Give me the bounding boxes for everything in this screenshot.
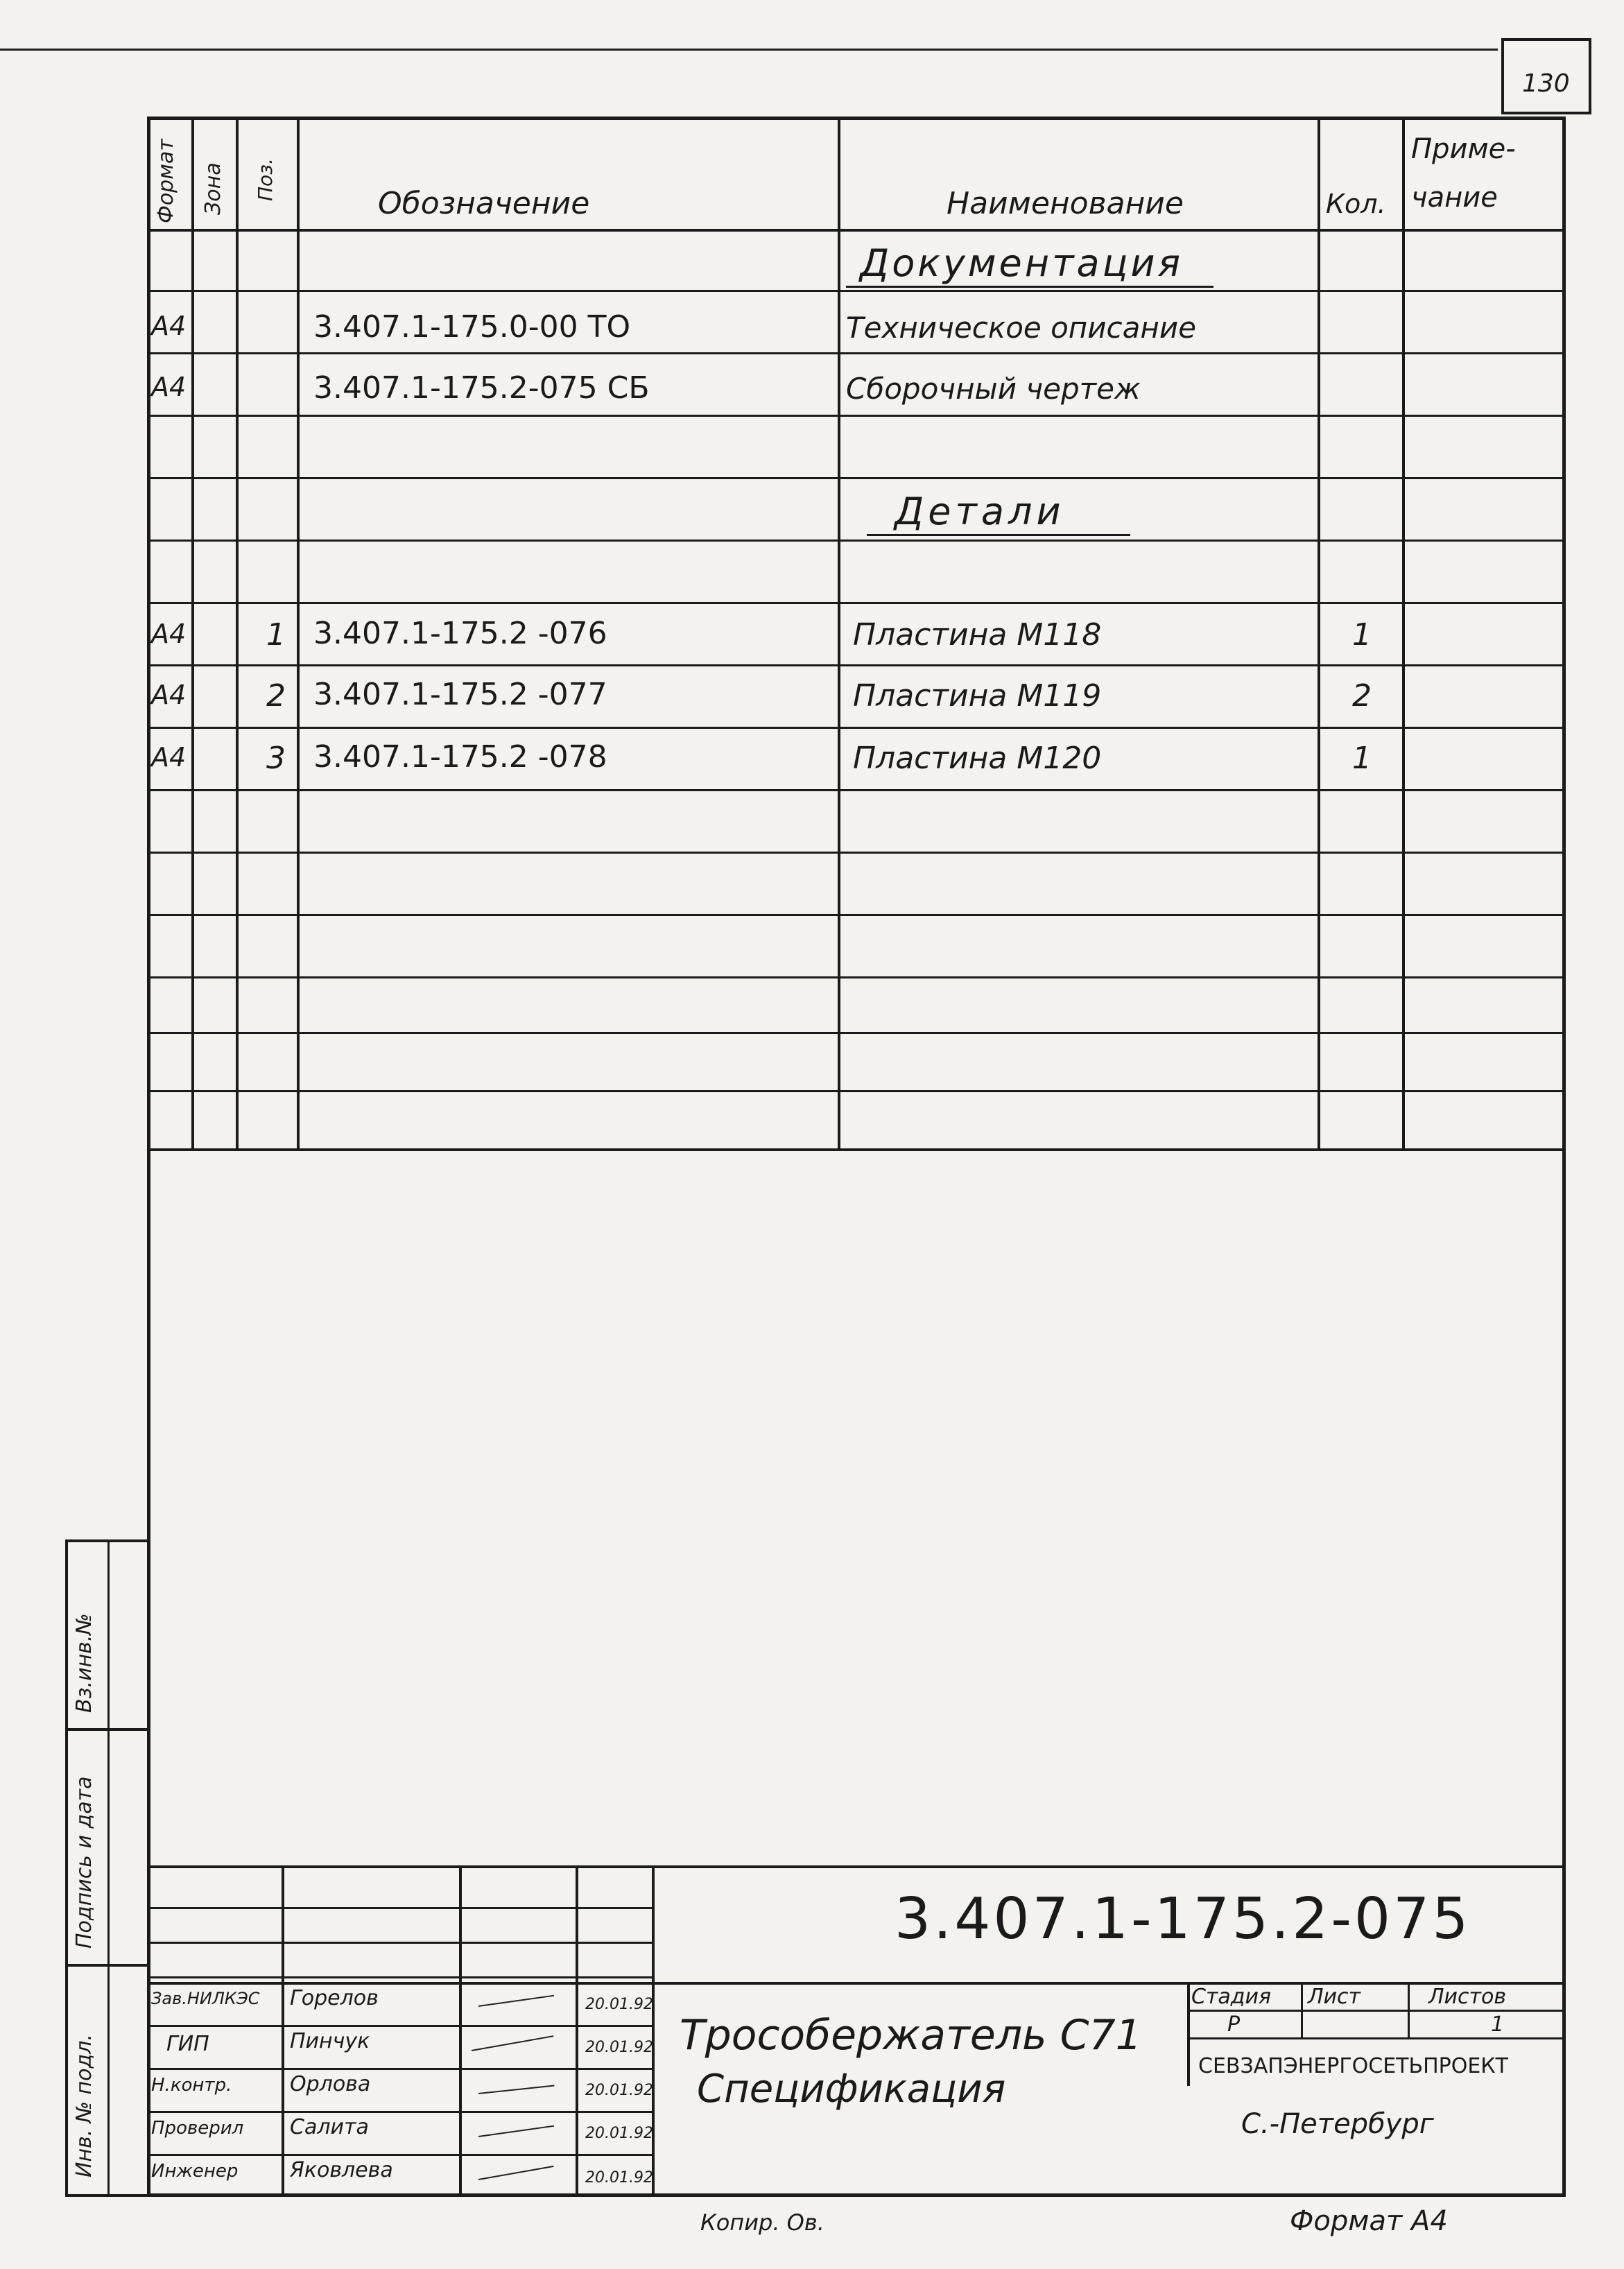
footer-format: Формат А4 <box>1290 2205 1448 2237</box>
header-note-line1: Приме- <box>1411 133 1516 165</box>
col-line-name <box>1318 117 1320 1151</box>
sig-name: Пинчук <box>290 2029 370 2053</box>
row-line <box>147 477 1566 479</box>
col-line-format <box>191 117 194 1151</box>
row-designation: 3.407.1-175.0-00 ТО <box>313 309 631 345</box>
row-line <box>147 540 1566 542</box>
sig-date: 20.01.92 <box>585 2169 653 2186</box>
col-line-designation <box>838 117 840 1151</box>
table-bottom-line <box>147 1148 1566 1151</box>
tb-stage-header-line <box>1187 2010 1566 2012</box>
sig-date: 20.01.92 <box>585 2125 653 2142</box>
row-line <box>147 664 1566 666</box>
sheet-number: 130 <box>1522 69 1570 98</box>
document-code: 3.407.1-175.2-075 <box>895 1886 1471 1952</box>
sig-date: 20.01.92 <box>585 2039 653 2056</box>
header-note-line2: чание <box>1411 182 1498 214</box>
row-line <box>147 290 1566 292</box>
row-line <box>147 976 1566 978</box>
row-designation: 3.407.1-175.2 -077 <box>313 677 607 712</box>
tb-row-line <box>147 1907 653 1909</box>
side-strip-divider <box>107 1539 110 2197</box>
row-name: Пластина М120 <box>853 741 1102 776</box>
row-line <box>147 1090 1566 1092</box>
row-line <box>147 352 1566 354</box>
col-line-zone <box>236 117 239 1151</box>
side-label-replacement: Вз.инв.№ <box>72 1613 96 1713</box>
footer-copied: Копир. Ов. <box>700 2209 824 2236</box>
header-pos: Поз. <box>254 158 277 201</box>
header-format: Формат <box>154 139 178 223</box>
side-strip-line <box>65 1728 150 1731</box>
row-qty: 1 <box>1352 617 1372 653</box>
row-designation: 3.407.1-175.2-075 СБ <box>313 370 650 406</box>
row-name: Техническое описание <box>846 311 1196 345</box>
row-format: А4 <box>151 742 187 773</box>
sheets-label: Листов <box>1428 1985 1507 2009</box>
tb-row-line <box>147 1942 653 1944</box>
sig-name: Орлова <box>290 2072 371 2096</box>
main-frame <box>147 117 1566 2197</box>
section-underline <box>867 534 1130 536</box>
side-strip-line <box>65 1964 150 1967</box>
row-pos: 1 <box>266 617 286 653</box>
title-block-top <box>147 1865 1566 1868</box>
sig-date: 20.01.92 <box>585 2082 653 2099</box>
row-qty: 1 <box>1352 741 1372 776</box>
tb-row-line <box>147 1976 653 1978</box>
sig-role: Зав.НИЛКЭС <box>151 1989 260 2008</box>
header-bottom-line <box>147 229 1566 232</box>
row-line <box>147 914 1566 916</box>
row-format: А4 <box>151 680 187 710</box>
tb-row-line <box>147 2025 653 2027</box>
tb-col-sign <box>576 1865 578 2197</box>
section-documentation: Документация <box>860 241 1183 285</box>
section-details: Детали <box>895 490 1065 533</box>
row-line <box>147 789 1566 791</box>
row-line <box>147 852 1566 854</box>
organization: СЕВЗАПЭНЕРГОСЕТЬПРОЕКТ <box>1198 2054 1508 2078</box>
row-qty: 2 <box>1352 678 1372 714</box>
sig-name: Горелов <box>290 1986 379 2010</box>
row-name: Сборочный чертеж <box>846 372 1141 406</box>
sig-role: ГИП <box>166 2032 209 2056</box>
tb-stage-value-line <box>1187 2037 1566 2039</box>
header-name: Наименование <box>947 186 1184 221</box>
sig-name: Яковлева <box>290 2158 393 2182</box>
tb-col-role <box>282 1865 284 2197</box>
side-label-sign-date: Подпись и дата <box>72 1776 96 1949</box>
row-designation: 3.407.1-175.2 -076 <box>313 616 607 651</box>
row-name: Пластина М119 <box>853 678 1102 714</box>
row-line <box>147 415 1566 417</box>
tb-row-line <box>147 2068 653 2070</box>
sig-role: Проверил <box>151 2118 244 2139</box>
stage-value: Р <box>1227 2012 1241 2037</box>
row-line <box>147 602 1566 604</box>
header-qty: Кол. <box>1326 189 1386 219</box>
stage-label: Стадия <box>1191 1985 1272 2009</box>
tb-col-date <box>652 1865 655 2197</box>
sig-name: Салита <box>290 2115 369 2139</box>
sig-date: 20.01.92 <box>585 1996 653 2013</box>
row-line <box>147 727 1566 729</box>
col-line-qty <box>1402 117 1405 1151</box>
sig-role: Н.контр. <box>151 2075 232 2096</box>
sig-role: Инженер <box>151 2161 239 2182</box>
header-zone: Зона <box>201 162 225 215</box>
row-format: А4 <box>151 311 187 341</box>
row-name: Пластина М118 <box>853 617 1102 653</box>
side-label-inv-original: Инв. № подл. <box>72 2034 96 2177</box>
top-edge-line <box>0 49 1498 51</box>
sheets-value: 1 <box>1491 2012 1505 2037</box>
tb-stage-left <box>1187 1982 1190 2086</box>
sheet-label: Лист <box>1308 1985 1361 2009</box>
title-line2: Спецификация <box>697 2067 1006 2112</box>
title-line1: Трособержатель С71 <box>680 2011 1142 2060</box>
city: С.-Петербург <box>1241 2108 1434 2140</box>
row-designation: 3.407.1-175.2 -078 <box>313 739 607 775</box>
row-format: А4 <box>151 619 187 649</box>
tb-col-name <box>459 1865 462 2197</box>
tb-row-line <box>147 2111 653 2113</box>
row-pos: 2 <box>266 678 286 714</box>
section-underline <box>846 286 1213 288</box>
header-designation: Обозначение <box>378 186 590 221</box>
row-pos: 3 <box>266 741 286 776</box>
tb-row-line <box>147 2154 653 2156</box>
col-line-pos <box>297 117 300 1151</box>
row-line <box>147 1032 1566 1034</box>
row-format: А4 <box>151 372 187 402</box>
